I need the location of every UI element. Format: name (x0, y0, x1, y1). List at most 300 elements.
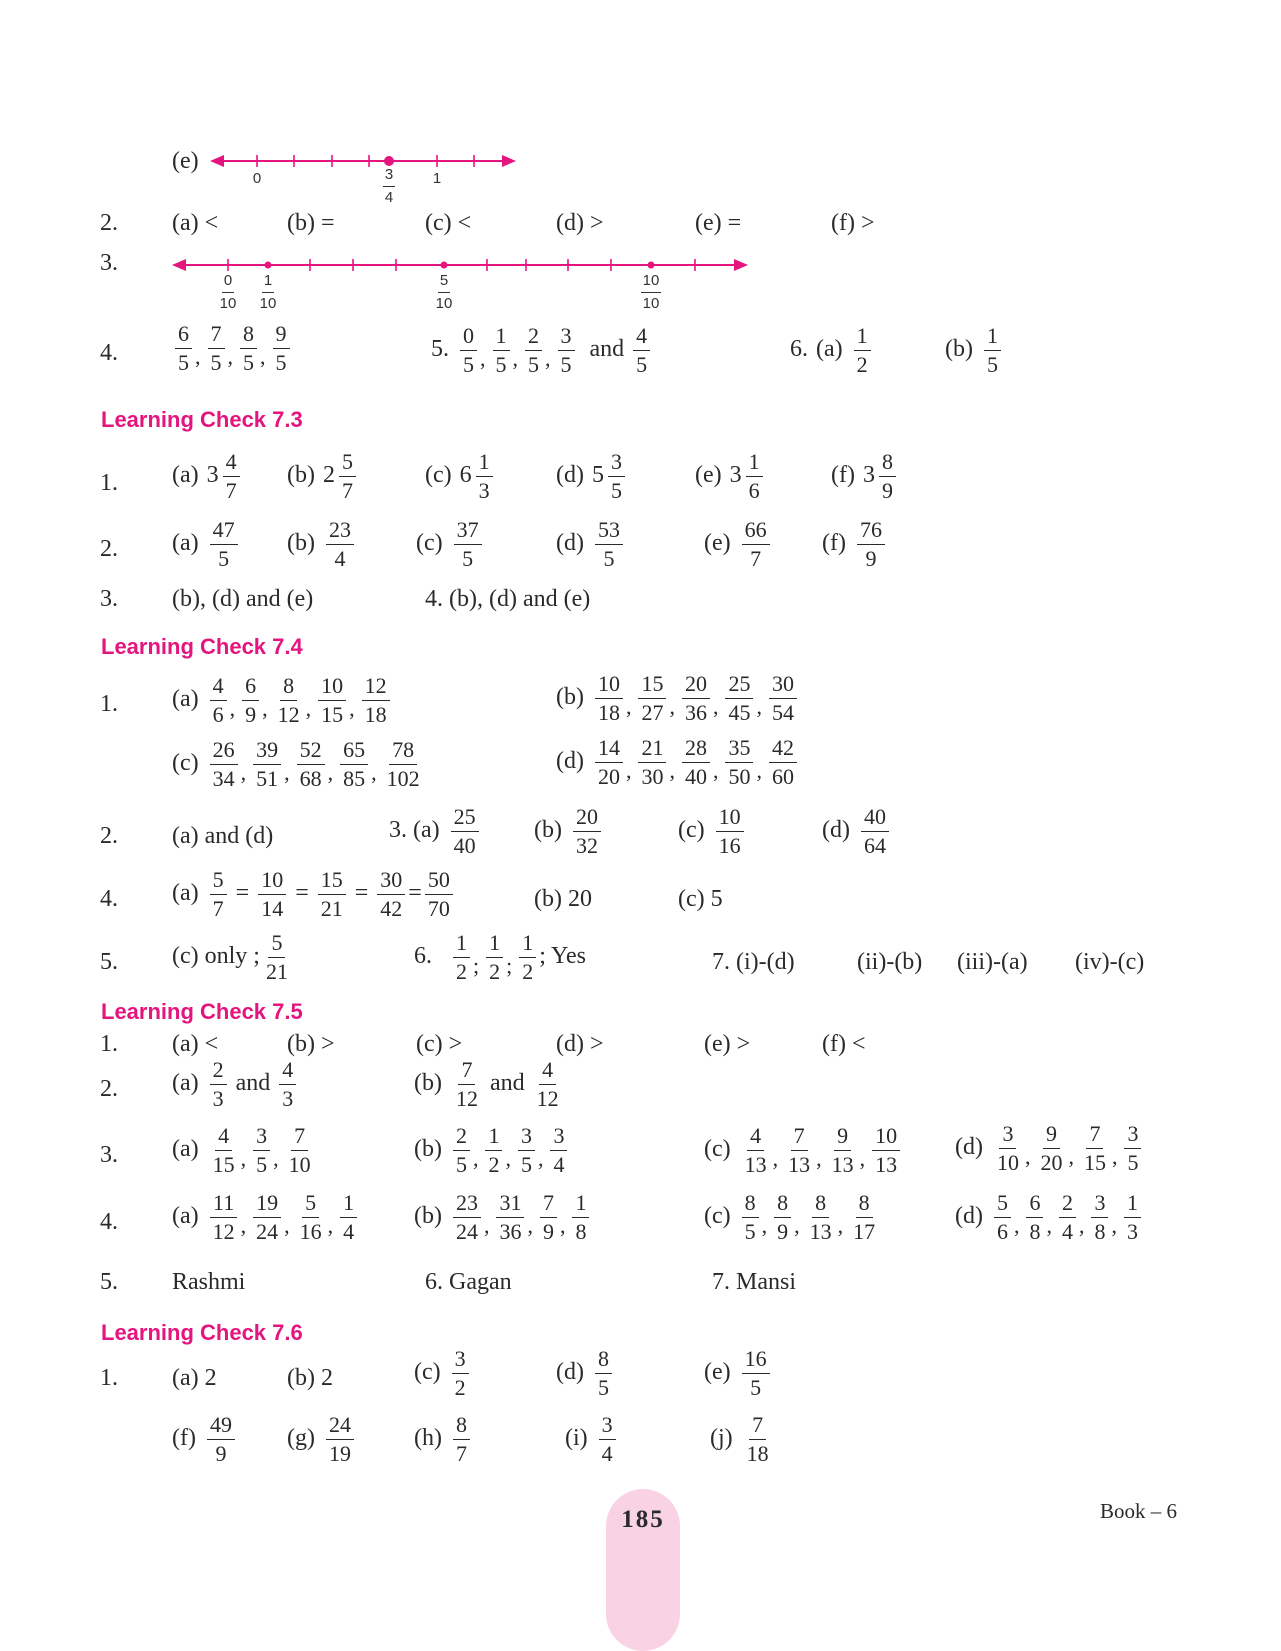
separator: ; (473, 953, 480, 979)
answer-text: 10 (641, 270, 662, 293)
fraction (210, 738, 238, 791)
numerator: 5 (210, 868, 227, 895)
numerator: 10 (318, 674, 346, 701)
q2a-answer (172, 1058, 299, 1111)
denominator: 4 (553, 1152, 565, 1177)
answer: 4. (b), (d) and (e) (425, 586, 591, 612)
numerator: 8 (453, 1413, 470, 1440)
numerator: 6 (175, 322, 192, 349)
answer-text: = (235, 880, 250, 907)
denominator: 64 (863, 833, 886, 858)
answer: (b) 20 (534, 886, 592, 912)
numerator: 1 (340, 1191, 357, 1218)
reciprocal (172, 1413, 238, 1466)
fraction (326, 518, 354, 571)
numerator: 2 (453, 1124, 470, 1151)
descending-order (414, 1191, 592, 1244)
denominator: 19 (328, 1441, 351, 1466)
question-number: 5. (100, 1269, 118, 1295)
equivalent-fractions (172, 674, 393, 727)
fraction (725, 736, 753, 789)
item-label: (e) (704, 1359, 731, 1386)
numerator: 7 (540, 1191, 557, 1218)
item-label: (d) (556, 1359, 584, 1386)
denominator: 5 (243, 350, 254, 375)
denominator: 5 (463, 352, 474, 377)
fraction (742, 1347, 770, 1400)
denominator: 2 (856, 352, 868, 377)
descending-order (955, 1191, 1144, 1244)
answer-text: 10 (435, 295, 453, 312)
denominator: 9 (881, 478, 893, 503)
denominator: 4 (334, 546, 346, 571)
separator: , (537, 1146, 544, 1172)
fraction (774, 1191, 791, 1244)
fraction (829, 1124, 857, 1177)
denominator: 3 (212, 1086, 224, 1111)
answer: (b) 2 (287, 1365, 333, 1391)
denominator: 5 (275, 350, 287, 375)
q3b-answer (534, 805, 604, 858)
fraction (207, 1413, 235, 1466)
denominator: 5 (210, 350, 222, 375)
numerator: 7 (208, 322, 225, 349)
denominator: 54 (771, 700, 794, 725)
numerator: 5 (302, 1191, 319, 1218)
item-label: (a) (172, 1070, 199, 1097)
fraction (1124, 1122, 1141, 1175)
denominator: 2 (456, 959, 467, 984)
denominator: 9 (245, 702, 257, 727)
fraction (175, 322, 192, 375)
answer: (c) 5 (678, 886, 723, 912)
denominator: 5 (495, 352, 507, 377)
numerator: 49 (207, 1413, 235, 1440)
equivalent-fractions (556, 736, 800, 789)
answer: (e) = (695, 210, 742, 236)
fraction (558, 324, 575, 377)
fraction (451, 805, 479, 858)
answer-text: and (489, 1070, 525, 1097)
descending-order (172, 1191, 360, 1244)
denominator: 3 (478, 478, 490, 503)
fraction (599, 1413, 616, 1466)
item-label: (c) (704, 1136, 731, 1163)
ascending-order (414, 1124, 570, 1177)
denominator: 15 (212, 1152, 235, 1177)
fraction (638, 672, 666, 725)
denominator: 6 (748, 478, 760, 503)
numerator: 35 (725, 736, 753, 763)
fraction (452, 1347, 469, 1400)
denominator: 14 (261, 896, 284, 921)
separator: , (240, 760, 247, 786)
item-label: (f) (831, 462, 855, 489)
numerator: 15 (318, 868, 346, 895)
answer-text: = (295, 880, 309, 907)
item-label: (c) (425, 462, 452, 489)
numerator: 15 (638, 672, 666, 699)
numerator: 37 (454, 518, 482, 545)
fraction (286, 1124, 314, 1177)
item-label: (a) (172, 462, 199, 489)
separator: , (772, 1146, 779, 1172)
numerator: 4 (279, 1058, 296, 1085)
separator: , (1013, 1213, 1020, 1239)
question-number: 2. (100, 823, 118, 849)
denominator: 5 (520, 1152, 532, 1177)
denominator: 16 (718, 833, 741, 858)
denominator: 10 (288, 1152, 311, 1177)
denominator: 24 (455, 1219, 478, 1244)
separator: , (1024, 1144, 1031, 1170)
numerator: 10 (872, 1124, 900, 1151)
whole-part: 3 (206, 462, 219, 489)
fraction (682, 736, 710, 789)
fraction (476, 450, 493, 503)
item-label: (d) (955, 1203, 983, 1230)
numerator: 2 (1059, 1191, 1076, 1218)
numerator: 10 (716, 805, 744, 832)
denominator: 9 (215, 1441, 227, 1466)
tick-label (637, 270, 665, 315)
fraction (742, 518, 770, 571)
separator: , (472, 1146, 479, 1172)
numerator: 40 (861, 805, 889, 832)
item-label: (d) (822, 817, 850, 844)
denominator: 2 (489, 959, 501, 984)
q3-num: 3. (100, 250, 118, 276)
denominator: 5 (597, 1375, 609, 1400)
fraction (453, 1191, 481, 1244)
item-label: (b) (556, 684, 584, 711)
numerator: 16 (742, 1347, 770, 1374)
numerator: 21 (638, 736, 666, 763)
separator: , (371, 760, 377, 786)
item-label: (b) (414, 1070, 442, 1097)
question-number: 4. (100, 1209, 118, 1235)
denominator: 2 (522, 959, 534, 984)
fraction (769, 672, 797, 725)
separator: , (512, 346, 518, 372)
item-label: (b) (945, 336, 973, 363)
improper-fraction (416, 518, 485, 571)
fraction (223, 450, 240, 503)
denominator: 70 (427, 896, 450, 921)
fraction (550, 1124, 567, 1177)
fraction (682, 672, 710, 725)
numerator: 1 (572, 1191, 589, 1218)
numerator: 4 (747, 1124, 764, 1151)
question-number: 2. (100, 1076, 118, 1102)
denominator: 51 (256, 766, 279, 791)
numerator: 3 (608, 450, 625, 477)
q3c-answer (678, 805, 747, 858)
denominator: 7 (341, 478, 353, 503)
denominator: 10 (996, 1150, 1019, 1175)
fraction (1124, 1191, 1141, 1244)
separator: , (859, 1146, 866, 1172)
fraction (518, 1124, 535, 1177)
separator: , (483, 1213, 490, 1239)
item-label: (d) (556, 748, 584, 775)
improper-fraction (172, 518, 241, 571)
numerator: 65 (340, 738, 368, 765)
answer: 7. Mansi (712, 1269, 796, 1295)
denominator: 2 (488, 1152, 500, 1177)
denominator: 7 (212, 896, 224, 921)
denominator: 3 (282, 1086, 294, 1111)
denominator: 5 (528, 352, 539, 377)
fraction (253, 738, 281, 791)
denominator: 15 (321, 702, 344, 727)
fraction (279, 1058, 296, 1111)
denominator: 8 (575, 1219, 587, 1244)
answer: (a) and (d) (172, 823, 274, 849)
separator: , (1078, 1213, 1085, 1239)
q3a-answer (389, 805, 482, 858)
item-label: (b) (414, 1136, 442, 1163)
question-number: 5. (100, 949, 118, 975)
improper-fraction (822, 518, 888, 571)
numerator: 20 (573, 805, 601, 832)
answer-text: 3 (383, 164, 395, 187)
numerator: 9 (834, 1124, 851, 1151)
reciprocal (414, 1413, 473, 1466)
fraction (716, 805, 744, 858)
whole-part: 3 (862, 462, 875, 489)
fraction (854, 324, 871, 377)
q6-answer (790, 324, 874, 377)
separator: , (837, 1213, 844, 1239)
fraction (1059, 1191, 1076, 1244)
separator: , (240, 1146, 247, 1172)
answer-text: and (235, 1070, 271, 1097)
numerator: 4 (223, 450, 240, 477)
item-label: (c) (678, 817, 705, 844)
tick-label (430, 270, 458, 315)
numerator: 4 (210, 674, 227, 701)
fraction (807, 1191, 835, 1244)
denominator: 12 (277, 702, 300, 727)
item-label: (c) (414, 1359, 441, 1386)
book-label: Book – 6 (1100, 1499, 1178, 1523)
item-label: (a) (172, 1136, 199, 1163)
numerator: 2 (210, 1058, 227, 1085)
fraction (297, 1191, 325, 1244)
answer-text: and (589, 336, 625, 363)
separator: , (262, 696, 268, 722)
numerator: 6 (242, 674, 259, 701)
improper-fraction (556, 518, 626, 571)
answer: (c) > (416, 1031, 463, 1057)
numerator: 1 (486, 931, 503, 958)
separator: , (327, 760, 334, 786)
denominator: 13 (831, 1152, 854, 1177)
answer: (c) < (425, 210, 472, 236)
question-number: 4. (100, 886, 118, 912)
denominator: 20 (597, 764, 620, 789)
q1e-label: (e) (172, 148, 199, 174)
separator: , (712, 758, 719, 784)
separator: , (761, 1213, 768, 1239)
denominator: 40 (453, 833, 476, 858)
item-label: (b) (287, 462, 315, 489)
numerator: 78 (389, 738, 417, 765)
numerator: 9 (273, 322, 290, 349)
numerator: 6 (1026, 1191, 1043, 1218)
separator: , (527, 1213, 533, 1239)
denominator: 13 (875, 1152, 898, 1177)
fraction (318, 868, 346, 921)
fraction (210, 1124, 238, 1177)
answer-text: 10 (219, 295, 237, 312)
numerator: 8 (742, 1191, 759, 1218)
section-heading: Learning Check 7.6 (101, 1320, 303, 1345)
fraction (339, 450, 356, 503)
numerator: 23 (326, 518, 354, 545)
separator: , (1068, 1144, 1074, 1170)
numerator: 23 (453, 1191, 481, 1218)
fraction (595, 518, 623, 571)
ascending-order (172, 1124, 317, 1177)
answer-text: 4 (384, 189, 394, 206)
denominator: 36 (684, 700, 707, 725)
item-label: 6. (790, 336, 808, 363)
answer-text: (c) only ; (172, 943, 260, 970)
fraction (638, 736, 666, 789)
fraction (275, 674, 303, 727)
separator: , (625, 694, 632, 720)
denominator: 50 (728, 764, 751, 789)
equivalent-chain (172, 868, 456, 921)
fraction (608, 450, 625, 503)
denominator: 5 (750, 1375, 762, 1400)
fraction (519, 931, 536, 984)
numerator: 3 (452, 1347, 469, 1374)
numerator: 8 (595, 1347, 612, 1374)
fraction (258, 868, 286, 921)
numerator: 42 (769, 736, 797, 763)
denominator: 12 (536, 1086, 559, 1111)
fraction (746, 450, 763, 503)
numerator: 1 (854, 324, 871, 351)
item-label: 6. (414, 943, 432, 970)
answer: 6. Gagan (425, 1269, 512, 1295)
question-number: 1. (100, 1031, 118, 1057)
numerator: 4 (539, 1058, 556, 1085)
denominator: 5 (744, 1219, 756, 1244)
denominator: 102 (386, 766, 420, 791)
whole-part: 3 (729, 462, 742, 489)
reciprocal (565, 1413, 619, 1466)
fraction (595, 736, 623, 789)
fraction (453, 1124, 470, 1177)
fraction (242, 674, 259, 727)
denominator: 5 (986, 352, 998, 377)
fraction (263, 931, 291, 984)
fraction (540, 1191, 557, 1244)
fraction (210, 518, 238, 571)
answer: (b) = (287, 210, 335, 236)
denominator: 85 (343, 766, 366, 791)
item-label: (b) (534, 817, 562, 844)
fraction (879, 450, 896, 503)
numerator: 5 (339, 450, 356, 477)
page-number: 185 (621, 1506, 665, 1533)
separator: ; (506, 953, 513, 979)
fraction (861, 805, 889, 858)
item-label: 3. (a) (389, 817, 440, 844)
item-label: (d) (955, 1134, 983, 1161)
fraction (362, 674, 390, 727)
numerator: 1 (476, 450, 493, 477)
item-label: 5. (431, 336, 449, 363)
separator: , (505, 1146, 511, 1172)
numerator: 24 (326, 1413, 354, 1440)
tick-label (254, 270, 282, 315)
numerator: 8 (774, 1191, 791, 1218)
fraction (340, 738, 368, 791)
denominator: 20 (1040, 1150, 1063, 1175)
answer-text: = (408, 880, 422, 907)
numerator: 47 (210, 518, 238, 545)
ascending-order (704, 1124, 903, 1177)
fraction (994, 1122, 1022, 1175)
fraction (595, 1347, 612, 1400)
separator: , (305, 696, 312, 722)
reciprocal (556, 1347, 615, 1400)
denominator: 8 (1029, 1219, 1041, 1244)
denominator: 12 (455, 1086, 478, 1111)
section-heading: Learning Check 7.4 (101, 634, 303, 659)
item-label: (d) (556, 530, 584, 557)
item-label: (a) (172, 530, 199, 557)
equivalent-fractions (172, 738, 426, 791)
answer: (a) < (172, 1031, 219, 1057)
answer: (f) > (831, 210, 875, 236)
denominator: 5 (462, 546, 474, 571)
mixed-number (831, 450, 899, 503)
denominator: 5 (256, 1152, 268, 1177)
numerator: 1 (519, 931, 536, 958)
denominator: 34 (212, 766, 235, 791)
denominator: 13 (809, 1219, 832, 1244)
answer: (iii)-(a) (957, 949, 1028, 975)
whole-part: 5 (591, 462, 604, 489)
numerator: 3 (550, 1124, 567, 1151)
numerator: 9 (1043, 1122, 1060, 1149)
numerator: 4 (215, 1124, 232, 1151)
answer-text: 0 (222, 270, 234, 293)
fraction (486, 931, 503, 984)
numerator: 3 (558, 324, 575, 351)
numerator: 1 (1124, 1191, 1141, 1218)
fraction (210, 868, 227, 921)
fraction (493, 324, 510, 377)
item-label: (f) (172, 1425, 196, 1452)
fraction (1026, 1191, 1043, 1244)
fraction (1081, 1122, 1109, 1175)
fraction (725, 672, 753, 725)
reciprocal (414, 1347, 472, 1400)
q5-answer (172, 931, 294, 984)
separator: , (756, 758, 762, 784)
fraction (253, 1124, 270, 1177)
numerator: 7 (749, 1413, 766, 1440)
numerator: 7 (791, 1124, 808, 1151)
item-label: (c) (416, 530, 443, 557)
